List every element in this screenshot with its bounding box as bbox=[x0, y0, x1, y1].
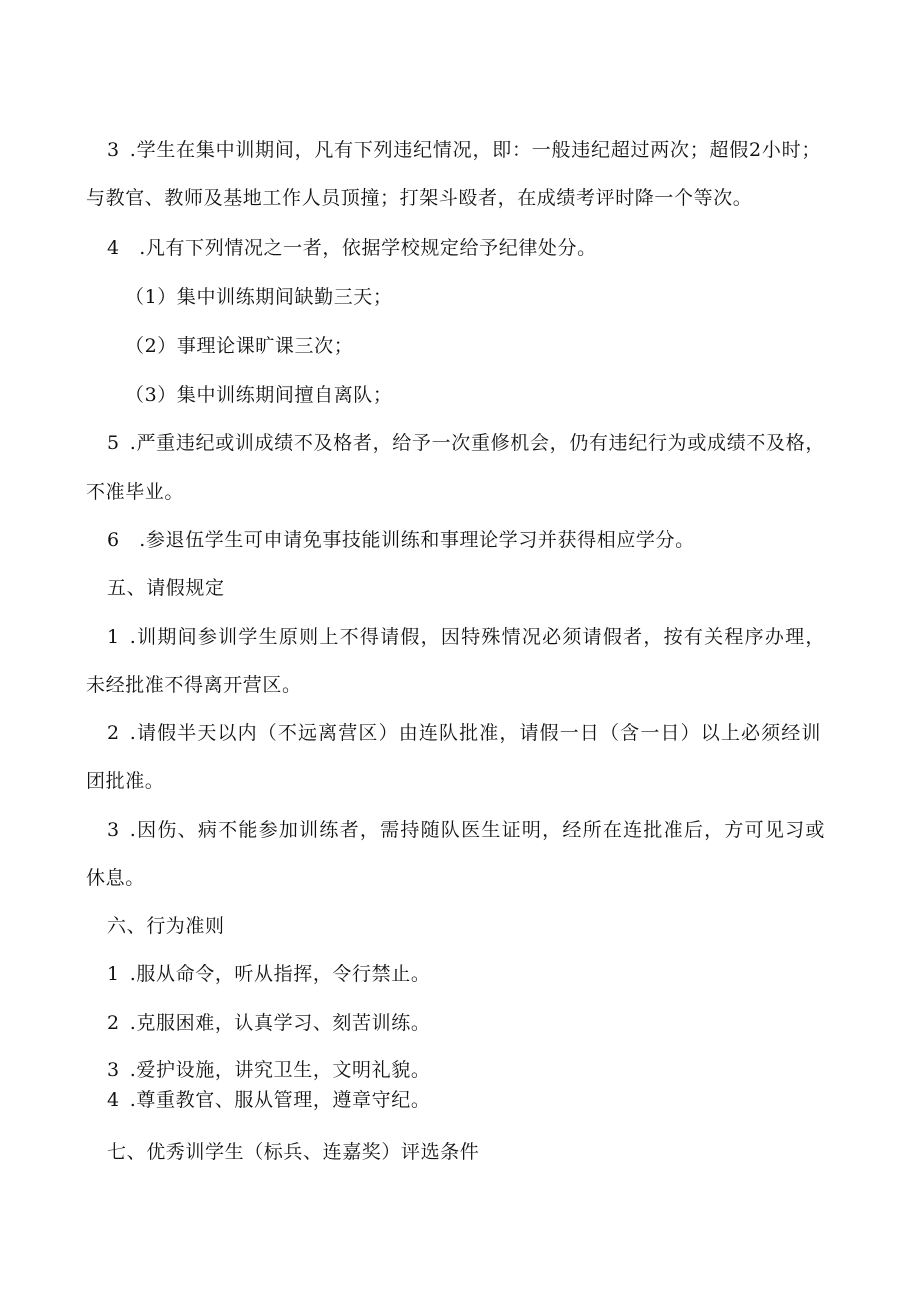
para-3-line-2: 与教官、教师及基地工作人员顶撞；打架斗殴者，在成绩考评时降一个等次。 bbox=[86, 187, 753, 209]
list-item-3: （3）集中训练期间擅自离队； bbox=[125, 384, 393, 406]
leave-rule-1-line-1: 1 .训期间参训学生原则上不得请假，因特殊情况必须请假者，按有关程序办理， bbox=[107, 626, 825, 648]
leave-rule-2-line-1: 2 .请假半天以内（不远离营区）由连队批准，请假一日（含一日）以上必须经训 bbox=[107, 722, 821, 744]
leave-rule-3-line-2: 休息。 bbox=[86, 867, 145, 889]
para-3-line-1: 3 .学生在集中训期间，凡有下列违纪情况，即：一般违纪超过两次；超假2小时； bbox=[107, 139, 821, 161]
leave-rule-1-line-2: 未经批准不得离开营区。 bbox=[86, 674, 302, 696]
section-6-heading: 六、行为准则 bbox=[107, 915, 225, 937]
section-5-heading: 五、请假规定 bbox=[107, 577, 225, 599]
section-7-heading: 七、优秀训学生（标兵、连嘉奖）评选条件 bbox=[107, 1141, 480, 1163]
conduct-rule-2: 2 .克服困难，认真学习、刻苦训练。 bbox=[107, 1012, 431, 1034]
para-5-line-2: 不准毕业。 bbox=[86, 481, 185, 503]
para-4: 4 .凡有下列情况之一者，依据学校规定给予纪律处分。 bbox=[107, 237, 597, 259]
leave-rule-2-line-2: 团批准。 bbox=[86, 770, 165, 792]
conduct-rule-1: 1 .服从命令，听从指挥，令行禁止。 bbox=[107, 963, 431, 985]
conduct-rule-3: 3 .爱护设施，讲究卫生，文明礼貌。 bbox=[107, 1059, 431, 1081]
conduct-rule-4: 4 .尊重教官、服从管理，遵章守纪。 bbox=[107, 1089, 431, 1111]
leave-rule-3-line-1: 3 .因伤、病不能参加训练者，需持随队医生证明，经所在连批准后，方可见习或 bbox=[107, 819, 825, 841]
para-5-line-1: 5 .严重违纪或训成绩不及格者，给予一次重修机会，仍有违纪行为或成绩不及格， bbox=[107, 432, 825, 454]
para-6: 6 .参退伍学生可申请免事技能训练和事理论学习并获得相应学分。 bbox=[107, 529, 695, 551]
list-item-1: （1）集中训练期间缺勤三天； bbox=[125, 286, 393, 308]
list-item-2: （2）事理论课旷课三次； bbox=[125, 335, 354, 357]
